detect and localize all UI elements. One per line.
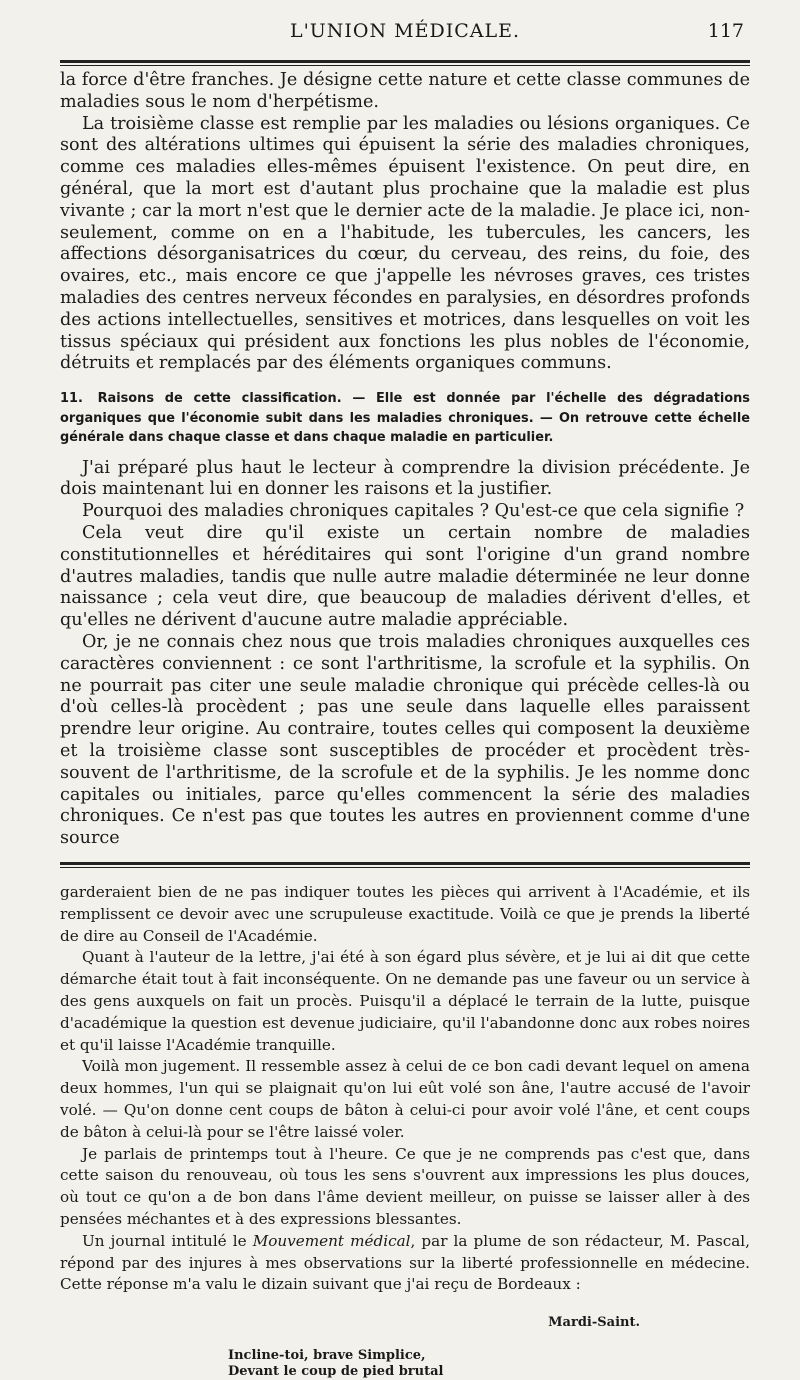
- paragraph: la force d'être franches. Je désigne cette nature et cette classe communes de maladies sous le nom d'herpétisme.: [60, 70, 750, 112]
- feuilleton-rule: [60, 862, 750, 865]
- feuilleton-rule-thin: [60, 867, 750, 868]
- journal-title: Mouvement médical: [252, 1231, 411, 1250]
- paragraph: [60, 947, 750, 1056]
- paragraph: [60, 1056, 750, 1143]
- paragraph-text: , par la plume de son rédacteur, M. Pascal, répond par des injures à mes observations sur la liberté professionnelle en médecine. Cette réponse m'a valu le dizain suivant que j'ai reçu de Bordeaux :: [60, 1231, 750, 1294]
- paragraph-text: Un journal intitulé le: [82, 1231, 253, 1250]
- page: [60, 18, 750, 1380]
- paragraph: Cela veut dire qu'il existe un certain nombre de maladies constitutionnelles et héréditaires qui sont l'origine d'un grand nombre d'autres maladies, tandis que nulle autre maladie déterminée ne leur donne naissance ; cela veut dire, que beaucoup de maladies dérivent d'elles, et qu'elles ne dérivent d'aucune autre maladie appréciable.: [60, 523, 750, 631]
- header-rule: [60, 60, 750, 63]
- section-heading-text: Raisons de cette classification. — Elle est donnée par l'échelle des dégradations organiques que l'économie subit dans les maladies chroniques. — On retrouve cette échelle générale dans chaque classe et dans chaque maladie en particulier.: [60, 391, 750, 446]
- paragraph: La troisième classe est remplie par les maladies ou lésions organiques. Ce sont des altérations ultimes qui épuisent la série des maladies chroniques, comme ces maladies elles-mêmes épuisent l'existence. On peut dire, en général, que la mort est d'autant plus prochaine que la maladie est plus vivante ; car la mort n'est que le dernier acte de la maladie. Je place ici, non-seulement, comme on en a l'habitude, les tubercules, les cancers, les affections désorganisatrices du cœur, du cerveau, des reins, du foie, des ovaires, etc., mais encore ce que j'appelle les névroses graves, ces tristes maladies des centres nerveux fécondes en paralysies, en désordres profonds des actions intellectuelles, sensitives et motrices, dans lesquelles on voit les tissus spéciaux qui président aux fonctions les plus nobles de l'économie, détruits et remplacés par des éléments organiques communs.: [60, 113, 750, 374]
- page-header: [60, 18, 750, 48]
- section-number: 11.: [60, 391, 83, 407]
- main-article: [60, 70, 750, 850]
- paragraph: [60, 1231, 750, 1296]
- paragraph-text: Voilà mon jugement. Il ressemble assez à celui de ce bon cadi devant lequel on amena deux hommes, l'un qui se plaignait qu'on lui eût volé son âne, l'autre accusé de l'avoir volé. — Qu'on donne cent coups de bâton à celui-ci pour avoir volé l'âne, et cent coups de bâton à celui-là pour se l'être laissé voler.: [60, 1057, 750, 1141]
- header-rule-thin: [60, 65, 750, 66]
- poem: [228, 1348, 750, 1380]
- poem-line: Incline-toi, brave Simplice,: [228, 1347, 426, 1363]
- paragraph: Pourquoi des maladies chroniques capitales ? Qu'est-ce que cela signifie ?: [82, 501, 745, 522]
- feuilleton: [60, 882, 750, 1380]
- paragraph: [60, 1144, 750, 1231]
- page-number: 117: [707, 20, 744, 42]
- paragraph-text: garderaient bien de ne pas indiquer toutes les pièces qui arrivent à l'Académie, et ils remplissent ce devoir avec une scrupuleuse exactitude. Voilà ce que je prends la liberté de dire au Conseil de l'Académie.: [60, 883, 750, 945]
- paragraph-text: Je parlais de printemps tout à l'heure. Ce que je ne comprends pas c'est que, dans cette saison du renouveau, où tous les sens s'ouvrent aux impressions les plus douces, où tout ce qu'on a de bon dans l'âme devient meilleur, on puisse se laisser aller à des pensées méchantes et à des expressions blessantes.: [60, 1144, 750, 1228]
- paragraph: J'ai préparé plus haut le lecteur à comprendre la division précédente. Je dois maintenant lui en donner les raisons et la justifier.: [60, 457, 750, 500]
- paragraph: Or, je ne connais chez nous que trois maladies chroniques auxquelles ces caractères conviennent : ce sont l'arthritisme, la scrofule et la syphilis. On ne pourrait pas citer une seule maladie chronique qui précède celles-là ou d'où celles-là procèdent ; pas une seule dans laquelle elles paraissent prendre leur origine. Au contraire, toutes celles qui composent la deuxième et la troisième classe sont susceptibles de procéder et procèdent très-souvent de l'arthritisme, de la scrofule et de la syphilis. Je les nomme donc capitales ou initiales, parce qu'elles commencent la série des maladies chroniques. Ce n'est pas que toutes les autres en proviennent comme d'une source: [60, 632, 750, 849]
- section-heading: [60, 389, 750, 448]
- paragraph-text: Quant à l'auteur de la lettre, j'ai été à son égard plus sévère, et je lui ai dit que cette démarche était tout à fait inconséquente. On ne demande pas une faveur ou un service à des gens auxquels on fait un procès. Puisqu'il a déplacé le terrain de la lutte, puisque d'académique la question est devenue judiciaire, qu'il l'abandonne donc aux robes noires et qu'il laisse l'Académie tranquille.: [60, 948, 750, 1054]
- poem-line: Devant le coup de pied brutal: [228, 1363, 444, 1379]
- running-title: L'UNION MÉDICALE.: [289, 20, 521, 42]
- signature: Mardi-Saint.: [548, 1315, 640, 1331]
- paragraph: [60, 882, 750, 947]
